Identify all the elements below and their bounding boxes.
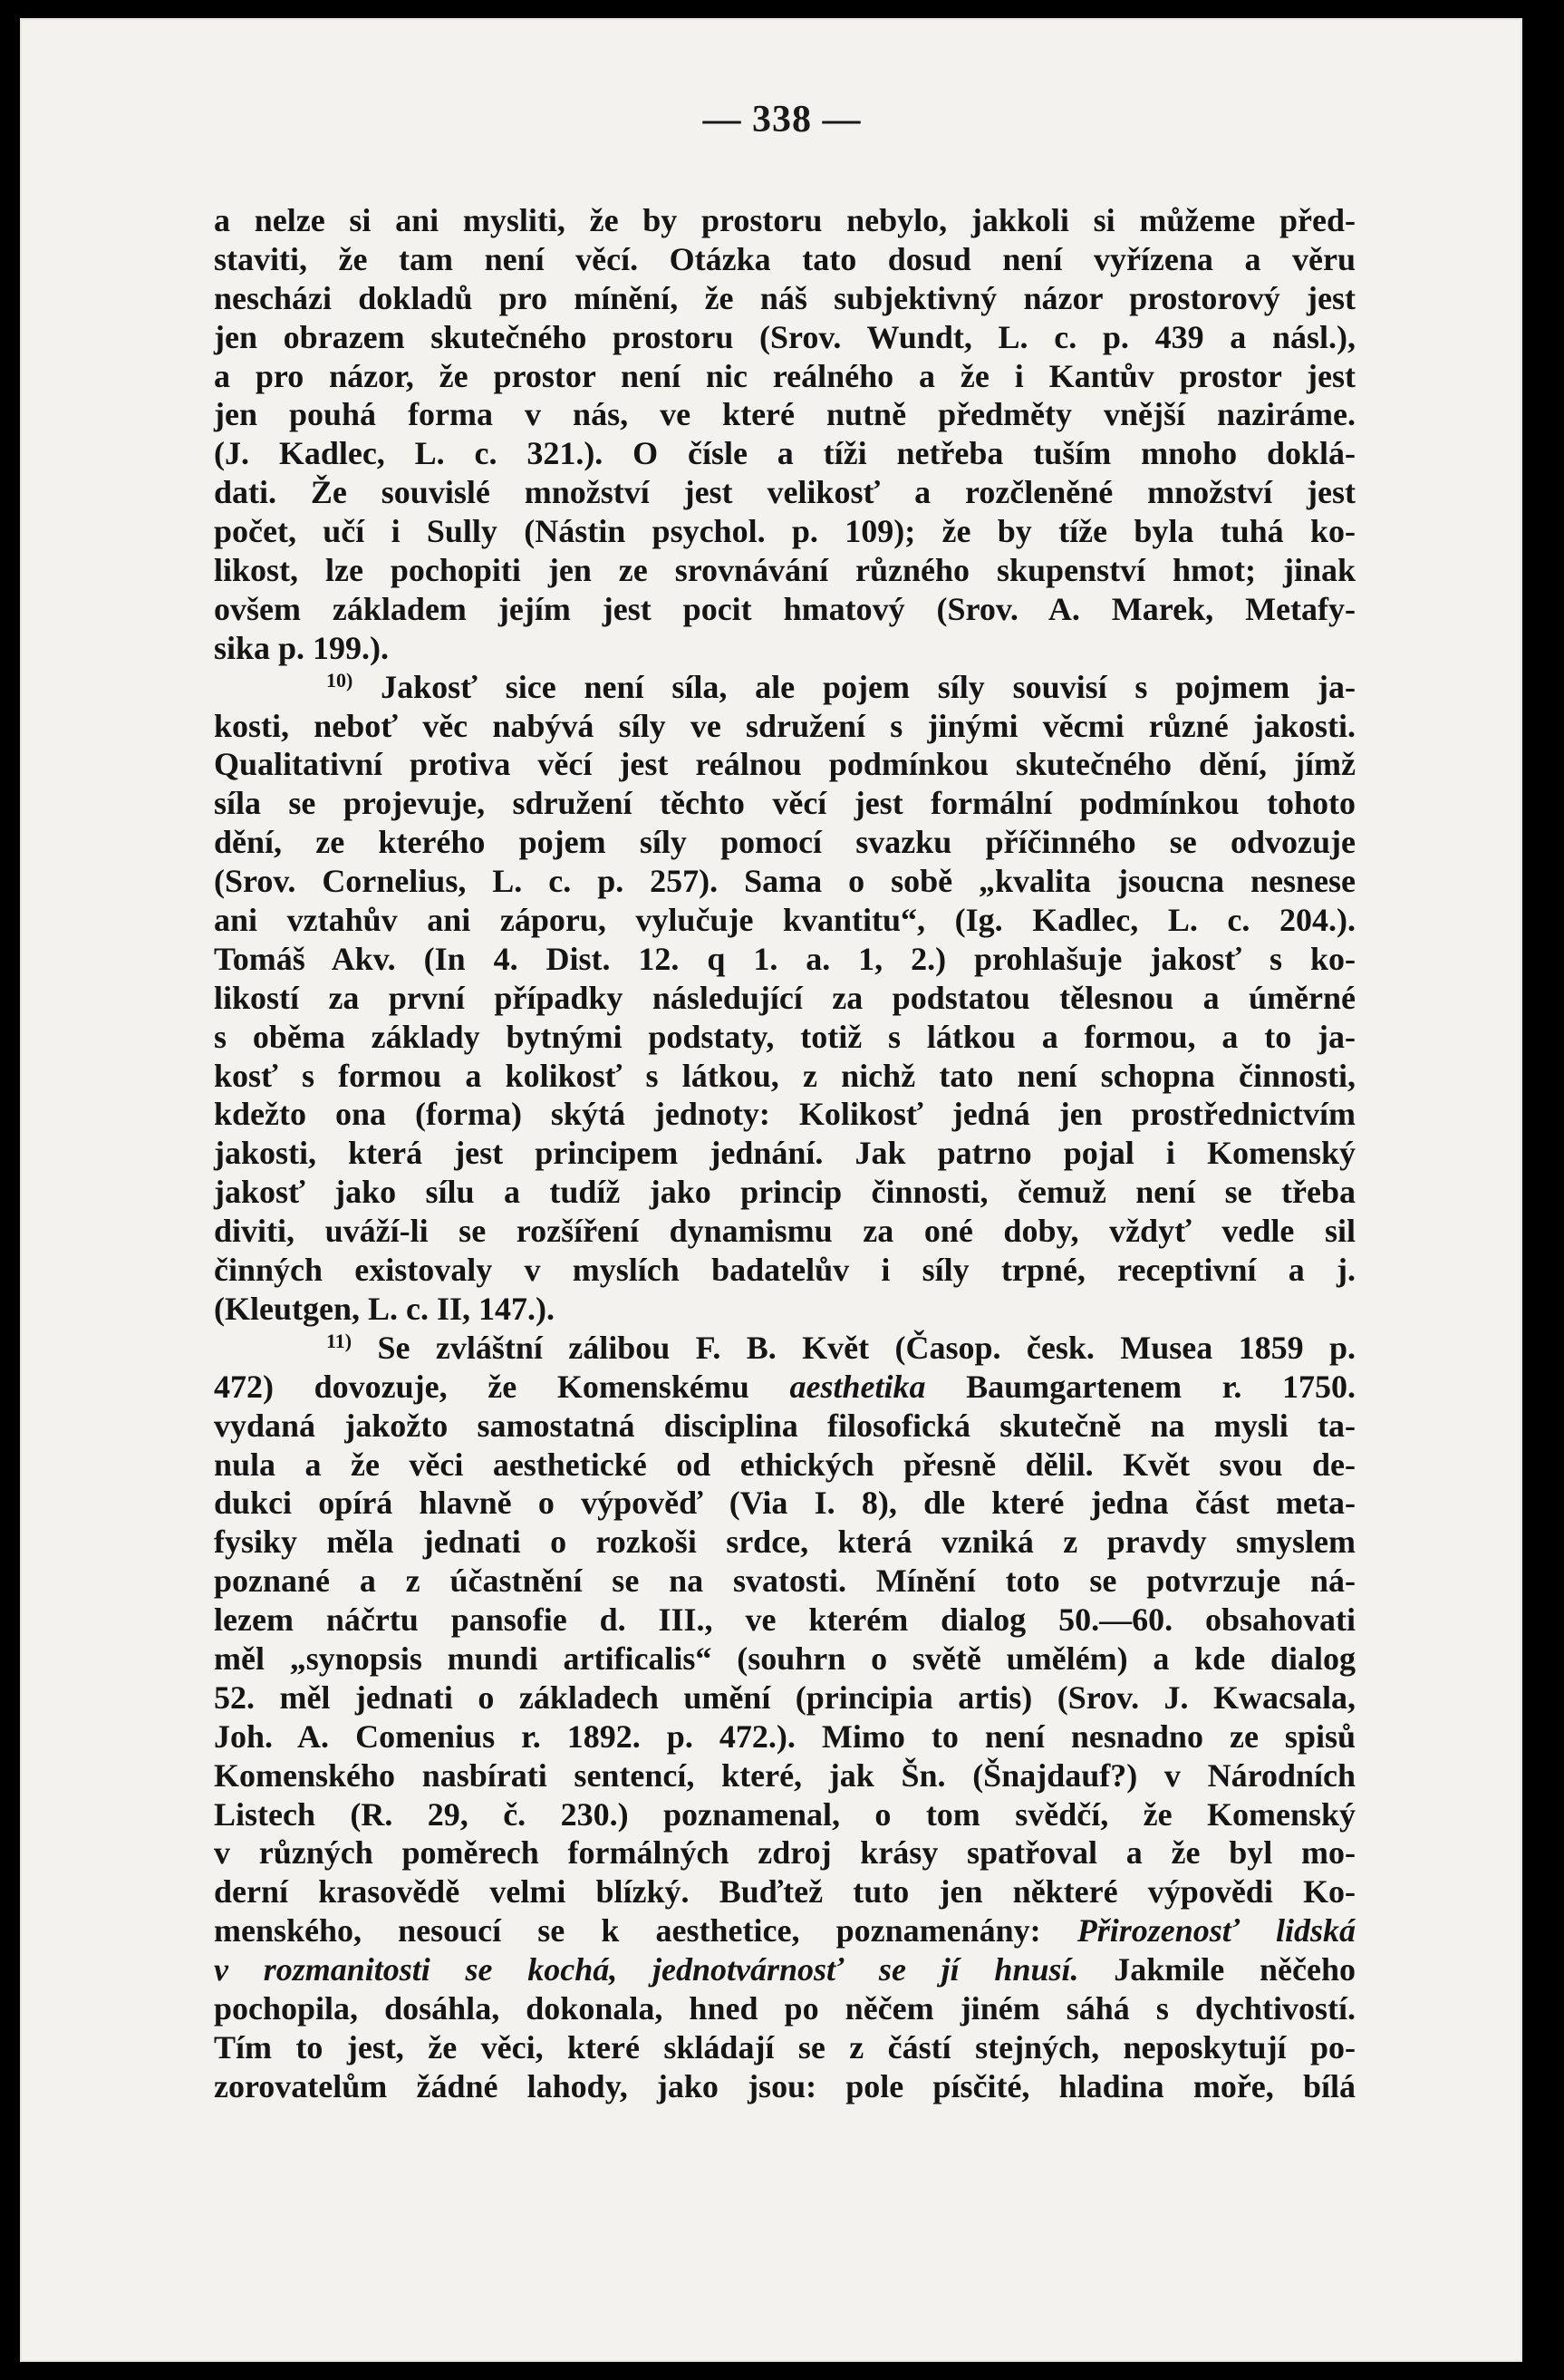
text-line-content: jakosť jako sílu a tudíž jako princip činnosti, čemuž není se třeba bbox=[214, 1174, 1356, 1211]
text-line bbox=[214, 823, 1356, 862]
text-line-content: jakosti, která jest principem jednání. Jak patrno pojal i Komenský bbox=[214, 1135, 1356, 1172]
text-line-content: Se zvláštní zálibou F. B. Květ (Časop. česk. Musea 1859 p. bbox=[377, 1329, 1356, 1366]
text-line-content: poznané a z účastnění se na svatosti. Mínění toto se potvrzuje ná- bbox=[214, 1562, 1356, 1600]
text-line-content: a nelze si ani mysliti, že by prostoru nebylo, jakkoli si můžeme před- bbox=[214, 202, 1356, 238]
text-line-content: činných existovaly v myslích badatelův i síly trpné, receptivní a j. bbox=[214, 1252, 1356, 1289]
body-text bbox=[214, 201, 1356, 2106]
text-line-content: 52. měl jednati o základech umění (principia artis) (Srov. J. Kwacsala, bbox=[214, 1679, 1356, 1716]
text-line bbox=[214, 1562, 1356, 1601]
text-line-content: kdežto ona (forma) skýtá jednoty: Kolikosť jedná jen prostřednictvím bbox=[214, 1096, 1356, 1133]
text-line-content: v různých poměrech formálných zdroj krásy spatřoval a že byl mo- bbox=[214, 1834, 1356, 1872]
text-line bbox=[214, 473, 1356, 512]
italic-emphasis: Přirozenosť lidská bbox=[1076, 1912, 1356, 1949]
text-line bbox=[214, 1523, 1356, 1562]
text-line bbox=[214, 1251, 1356, 1290]
text-line-content: jen pouhá forma v nás, ve které nutně předměty vnější naziráme. bbox=[214, 396, 1356, 433]
text-line bbox=[214, 1756, 1356, 1795]
text-line-content: s oběma základy bytnými podstaty, totiž s látkou a formou, a to ja- bbox=[214, 1018, 1356, 1055]
text-line: 472) dovozuje, že Komenskému aesthetika Baumgartenem r. 1750. bbox=[214, 1368, 1356, 1405]
text-line bbox=[214, 1095, 1356, 1134]
text-line-content: Tím to jest, že věci, které skládají se z částí stejných, neposkytují po- bbox=[214, 2028, 1356, 2066]
text-line bbox=[214, 1795, 1356, 1834]
text-line bbox=[214, 1173, 1356, 1212]
text-line bbox=[214, 2067, 1356, 2106]
text-line-content: staviti, že tam není věcí. Otázka tato dosud není vyřízena a věru bbox=[214, 240, 1356, 277]
text-line bbox=[214, 1640, 1356, 1679]
text-line bbox=[214, 1212, 1356, 1251]
text-line bbox=[214, 1601, 1356, 1640]
text-line bbox=[214, 1290, 1356, 1329]
text-line bbox=[214, 201, 1356, 240]
text-line-content: dukci opírá hlavně o výpověď (Via I. 8), dle které jedna část meta- bbox=[214, 1485, 1356, 1522]
text-line bbox=[214, 784, 1356, 823]
text-line-content: měl „synopsis mundi artificalis“ (souhrn o světě umělém) a kde dialog bbox=[214, 1640, 1356, 1677]
text-line-content: zorovatelům žádné lahody, jako jsou: pole písčité, hladina moře, bílá bbox=[214, 2067, 1356, 2104]
text-line bbox=[214, 590, 1356, 629]
text-line bbox=[214, 1134, 1356, 1173]
text-line-content: Tomáš Akv. (In 4. Dist. 12. q 1. a. 1, 2.) prohlašuje jakosť s ko- bbox=[214, 940, 1356, 977]
text-line bbox=[214, 629, 1356, 668]
text-line bbox=[214, 434, 1356, 473]
text-line-content: Listech (R. 29, č. 230.) poznamenal, o tom svědčí, že Komenský bbox=[214, 1795, 1356, 1833]
text-line bbox=[214, 707, 1356, 746]
italic-emphasis: aesthetika bbox=[789, 1368, 926, 1405]
text-line-content: ovšem základem jejím jest pocit hmatový (Srov. A. Marek, Metafy- bbox=[214, 590, 1356, 627]
text-line-content: nula a že věci aesthetické od ethických přesně dělil. Květ svou de- bbox=[214, 1446, 1356, 1483]
text-line bbox=[214, 512, 1356, 551]
text-line bbox=[214, 551, 1356, 590]
text-line-content: sika p. 199.). bbox=[214, 629, 390, 666]
text-line bbox=[214, 1018, 1356, 1057]
text-line-content: fysiky měla jednati o rozkoši srdce, která vzniká z pravdy smyslem bbox=[214, 1524, 1356, 1561]
text-line bbox=[214, 979, 1356, 1018]
text-line-content: likost, lze pochopiti jen ze srovnávání různého skupenství hmot; jinak bbox=[214, 552, 1356, 589]
text-line bbox=[214, 1679, 1356, 1717]
text-line bbox=[214, 745, 1356, 784]
text-line bbox=[214, 2028, 1356, 2067]
text-line-content: (Kleutgen, L. c. II, 147.). bbox=[214, 1290, 555, 1327]
text-line bbox=[214, 279, 1356, 318]
text-line-content: pochopila, dosáhla, dokonala, hned po něčem jiném sáhá s dychtivostí. bbox=[214, 1989, 1356, 2027]
text-line-content: dati. Že souvislé množství jest velikosť a rozčleněné množství jest bbox=[214, 474, 1356, 511]
italic-emphasis: v rozmanitosti se kochá, jednotvárnosť se jí hnusí. bbox=[214, 1951, 1079, 1988]
text-line bbox=[214, 1833, 1356, 1872]
text-line bbox=[214, 668, 1356, 707]
text-line-content: jen obrazem skutečného prostoru (Srov. Wundt, L. c. p. 439 a násl.), bbox=[214, 318, 1356, 355]
text-line bbox=[214, 901, 1356, 940]
text-line-content: (Srov. Cornelius, L. c. p. 257). Sama o sobě „kvalita jsoucna nesnese bbox=[214, 863, 1356, 900]
text-line bbox=[214, 940, 1356, 979]
text-line: v rozmanitosti se kochá, jednotvárnosť se jí hnusí. Jakmile něčeho bbox=[214, 1951, 1356, 1988]
text-line bbox=[214, 1484, 1356, 1523]
text-line-content: nescházi dokladů pro mínění, že náš subjektivný názor prostorový jest bbox=[214, 279, 1356, 316]
text-line-content: diviti, uváží-li se rozšíření dynamismu za oné doby, vždyť vedle sil bbox=[214, 1213, 1356, 1250]
text-line bbox=[214, 240, 1356, 279]
text-line-content: derní krasovědě velmi blízký. Buďtež tuto jen některé výpovědi Ko- bbox=[214, 1873, 1356, 1911]
text-line-content: ani vztahův ani záporu, vylučuje kvantitu“, (Ig. Kadlec, L. c. 204.). bbox=[214, 902, 1356, 939]
text-line-content: síla se projevuje, sdružení těchto věcí jest formální podmínkou tohoto bbox=[214, 785, 1356, 822]
text-line bbox=[214, 1407, 1356, 1446]
text-line-content: likostí za první případky následující za podstatou tělesnou a úměrné bbox=[214, 979, 1356, 1016]
text-line-content: (J. Kadlec, L. c. 321.). O čísle a tíži netřeba tuším mnoho doklá- bbox=[214, 435, 1356, 472]
text-line-content: lezem náčrtu pansofie d. III., ve kterém dialog 50.—60. obsahovati bbox=[214, 1601, 1356, 1639]
text-line bbox=[214, 1446, 1356, 1485]
footnote-marker: 10) bbox=[326, 668, 353, 692]
text-line-content: a pro názor, že prostor není nic reálného a že i Kantův prostor jest bbox=[214, 357, 1356, 394]
text-line bbox=[214, 1989, 1356, 2028]
text-line-content: Joh. A. Comenius r. 1892. p. 472.). Mimo to není nesnadno ze spisů bbox=[214, 1717, 1356, 1755]
text-line: menského, nesoucí se k aesthetice, poznamenány: Přirozenosť lidská bbox=[214, 1912, 1356, 1949]
text-line bbox=[214, 1057, 1356, 1096]
text-line-content: kosť s formou a kolikosť s látkou, z nichž tato není schopna činnosti, bbox=[214, 1057, 1356, 1094]
footnote-marker: 11) bbox=[326, 1329, 352, 1352]
text-line-content: počet, učí i Sully (Nástin psychol. p. 109); že by tíže byla tuhá ko- bbox=[214, 513, 1356, 550]
text-line bbox=[214, 862, 1356, 901]
text-line-content: dění, ze kterého pojem síly pomocí svazku příčinného se odvozuje bbox=[214, 824, 1356, 861]
page-number: — 338 — bbox=[702, 99, 862, 140]
text-line bbox=[214, 1717, 1356, 1756]
text-line-content: Komenského nasbírati sentencí, které, jak Šn. (Šnajdauf?) v Národních bbox=[214, 1756, 1356, 1794]
text-line-content: Qualitativní protiva věcí jest reálnou podmínkou skutečného dění, jímž bbox=[214, 746, 1356, 783]
text-line bbox=[214, 357, 1356, 396]
text-line bbox=[214, 395, 1356, 434]
text-line bbox=[214, 1872, 1356, 1911]
text-line-content: kosti, neboť věc nabývá síly ve sdružení s jinými věcmi různé jakosti. bbox=[214, 707, 1356, 744]
text-line bbox=[214, 318, 1356, 357]
text-line-content: Jakosť sice není síla, ale pojem síly souvisí s pojmem ja- bbox=[381, 668, 1356, 705]
text-line-content: vydaná jakožto samostatná disciplina filosofická skutečně na mysli ta- bbox=[214, 1407, 1356, 1444]
text-line bbox=[214, 1329, 1356, 1368]
